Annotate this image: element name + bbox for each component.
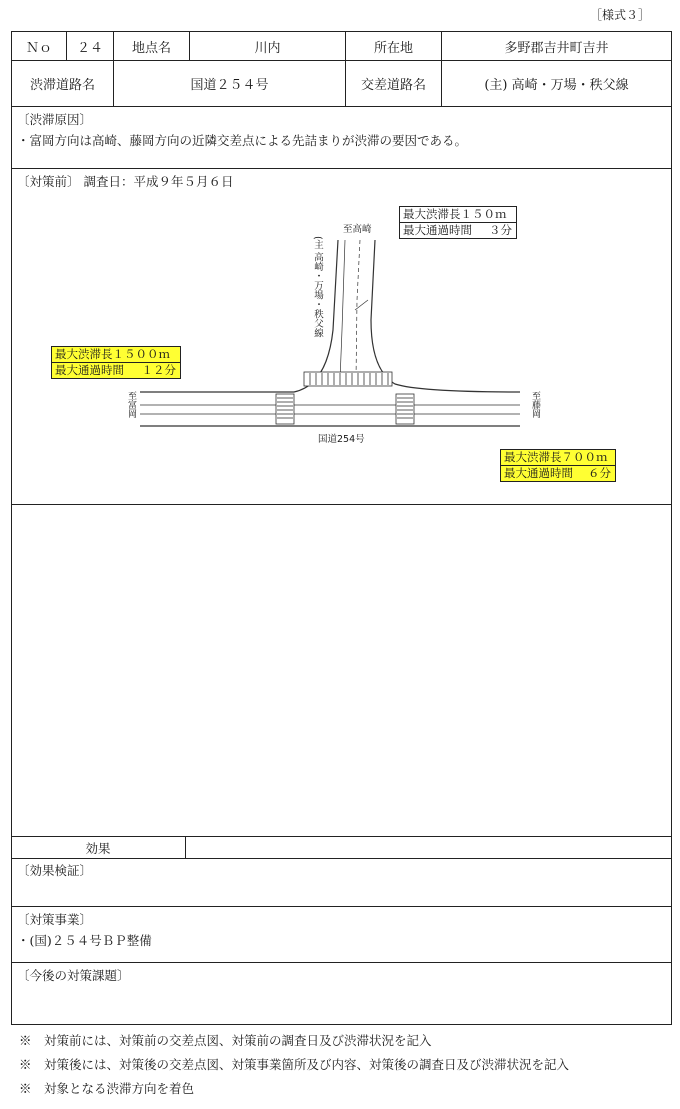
project-text: ・(国)２５４号ＢＰ整備 <box>17 933 152 948</box>
to-tomioka-label: 至富岡 <box>126 391 136 418</box>
no-value: ２４ <box>67 32 114 60</box>
future-issues-title: 〔今後の対策課題〕 <box>17 968 130 983</box>
location-value: 多野郡吉井町吉井 <box>504 40 609 56</box>
note-3: ※ 対象となる渋滞方向を着色 <box>19 1081 195 1096</box>
cause-text: ・富岡方向は高崎、藤岡方向の近隣交差点による先詰まりが渋滞の要因である。 <box>17 133 468 148</box>
east-max-time: 最大通過時間 ６分 <box>501 465 615 481</box>
no-label: Ｎｏ <box>12 32 67 60</box>
east-max-length: 最大渋滞長７００ｍ <box>504 450 608 464</box>
north-max-length: 最大渋滞長１５０ｍ <box>403 207 507 221</box>
crossing-road-label: 交差道路名 <box>346 61 442 106</box>
east-congestion-box <box>500 449 616 482</box>
note-2: ※ 対策後には、対策後の交差点図、対策事業箇所及び内容、対策後の調査日及び渋滞状況を記入 <box>19 1057 570 1072</box>
verification-title: 〔効果検証〕 <box>17 863 93 878</box>
west-max-time: 最大通過時間 １２分 <box>52 362 180 378</box>
spot-name-value: 川内 <box>190 32 346 60</box>
north-max-time: 最大通過時間 ３分 <box>400 222 516 238</box>
side-road-label: (主 高崎・万場・秩父線 <box>312 236 323 338</box>
cause-title: 〔渋滞原因〕 <box>17 112 93 127</box>
location-label: 所在地 <box>346 32 442 60</box>
north-congestion-box <box>399 206 517 239</box>
project-title: 〔対策事業〕 <box>17 912 93 927</box>
west-congestion-box <box>51 346 181 379</box>
congested-road-label: 渋滞道路名 <box>12 61 114 106</box>
effect-label: 効果 <box>85 841 111 856</box>
form-number-label: ［様式３］ <box>589 8 650 22</box>
west-max-length: 最大渋滞長１５００ｍ <box>55 347 170 361</box>
before-title: 〔対策前〕 調査日：平成９年５月６日 <box>17 174 234 189</box>
note-1: ※ 対策前には、対策前の交差点図、対策前の調査日及び渋滞状況を記入 <box>19 1033 432 1048</box>
crossing-road-value: (主) 高崎・万場・秩父線 <box>484 78 629 93</box>
to-takasaki-label: 至高崎 <box>343 224 372 235</box>
congested-road-value: 国道２５４号 <box>114 61 346 106</box>
route-254-label: 国道254号 <box>318 434 365 445</box>
to-fujioka-label: 至藤岡 <box>530 391 540 418</box>
spot-name-label: 地点名 <box>114 32 190 60</box>
